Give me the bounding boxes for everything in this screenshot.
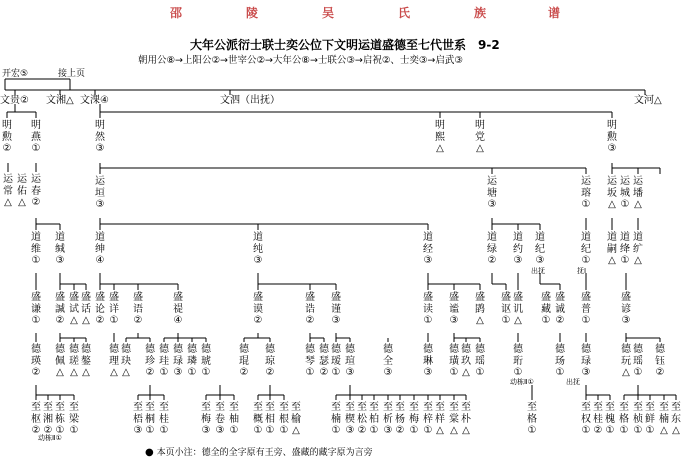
person-node: 至 槐 ①: [605, 402, 615, 437]
person-node: 盛 谦 ①: [31, 292, 41, 327]
person-node: 德 鏊 △: [81, 344, 91, 379]
person-node: 至 松 ②: [357, 402, 367, 437]
person-node: 盛 讥 △: [513, 292, 523, 327]
person-node: 德 琴 ①: [305, 344, 315, 379]
person-node: 德 琨 ②: [239, 344, 249, 379]
person-node: 至 格 ①: [527, 402, 537, 437]
person-node: 至 杨 ②: [395, 402, 405, 437]
person-node: 明 勲 ②: [2, 120, 12, 155]
person-node: 德 佩 △: [55, 344, 65, 379]
person-node: 德 琥 ①: [201, 344, 211, 379]
person-node: 德 珪 ①: [159, 344, 169, 379]
person-node: 德 瑶 ①: [475, 344, 485, 379]
person-node: 盛 谧 ③: [449, 292, 459, 327]
person-node: 道 纯 ③: [253, 232, 263, 267]
person-node: 运 春 ②: [31, 174, 41, 209]
person-node: 至 朴 △: [461, 402, 471, 437]
person-node: 盛 语 ②: [133, 292, 143, 327]
person-node: 至 样 △: [435, 402, 445, 437]
page-note: [145, 445, 373, 458]
person-node: 至 榆 △: [291, 402, 301, 437]
person-node: 道 绛 ①: [620, 232, 630, 267]
header-char: 吴: [322, 6, 335, 20]
person-node: 至 析 ③: [383, 402, 393, 437]
prev-page-label: 接上页: [58, 69, 86, 79]
person-node: 德 玚 ①: [555, 344, 565, 379]
page-title: 大年公派衍士联士奕公位下文明运道盛德至七代世系 9-2: [190, 38, 500, 52]
person-node: 运 常 △: [3, 174, 13, 209]
person-node: 至 格 ①: [619, 402, 629, 437]
person-node: 盛 谨 ③: [331, 292, 341, 327]
person-node: 德 瑄 ③: [345, 344, 355, 379]
person-node: 运 城 ①: [620, 176, 630, 211]
person-node: 至 鲜 ①: [645, 402, 655, 437]
person-node: 德 玩 △: [621, 344, 631, 379]
person-node: 德 全 ③: [383, 344, 393, 379]
person-node: 盛 话 △: [81, 292, 91, 327]
person-node: 盛 普 ①: [581, 292, 591, 327]
person-node: 至 梁 ①: [69, 402, 79, 437]
person-node: 德 珍 ②: [145, 344, 155, 379]
person-node: 盛 详 ①: [109, 292, 119, 327]
header-char: 谱: [548, 6, 561, 20]
person-node: 至 棠 △: [449, 402, 459, 437]
person-node: 道 约 ③: [513, 232, 523, 267]
person-node: 文淉④: [80, 95, 109, 106]
person-node: 德 钰 ②: [655, 344, 665, 379]
person-node: 至 相 ①: [265, 402, 275, 437]
person-node: 至 柏 ①: [369, 402, 379, 437]
person-node: 运 塘 ③: [487, 176, 497, 211]
person-node: 至 桢 ①: [633, 402, 643, 437]
person-node: 至 根 ①: [279, 402, 289, 437]
bullet-icon: ●: [145, 447, 154, 458]
person-node: 至 梅 ③: [201, 402, 211, 437]
person-node: 至 楠 △: [659, 402, 669, 437]
person-node: 文贵②: [0, 95, 29, 106]
person-node: 盛 諴 ②: [55, 292, 65, 327]
annotation: 出抚: [531, 267, 545, 275]
page-note-text: 本页小注：德全的全字原有王旁、盛藏的藏字原为言旁: [156, 448, 373, 458]
person-node: 德 瑛 ②: [31, 344, 41, 379]
person-node: 盛 鹍 △: [475, 292, 485, 327]
person-node: 至 桂 ②: [593, 402, 603, 437]
person-node: 盛 诚 ②: [555, 292, 565, 327]
person-node: 至 卷 ③: [215, 402, 225, 437]
person-node: 道 纪 ③: [535, 232, 545, 267]
person-node: 盛 读 ①: [423, 292, 433, 327]
annotation: 出抚: [566, 378, 580, 386]
person-node: 文河△: [634, 95, 662, 106]
person-node: 至 桂 ①: [159, 402, 169, 437]
person-node: 至 梧 ③: [133, 402, 143, 437]
person-node: 盛 讴 ①: [501, 292, 511, 327]
person-node: 道 纪 ①: [581, 232, 591, 267]
person-node: 至 楔 ③: [345, 402, 355, 437]
person-node: 盛 谟 ②: [253, 292, 263, 327]
person-node: 道 经 ③: [423, 232, 433, 267]
person-node: 至 栋 ①: [55, 402, 65, 437]
person-node: 道 绿 ②: [487, 232, 497, 267]
person-node: 德 琭 ③: [581, 344, 591, 379]
person-node: 德 理 △: [109, 344, 119, 379]
person-node: 至 概 ①: [253, 402, 263, 437]
person-node: 明 燕 ①: [31, 120, 41, 155]
person-node: 德 玖 △: [461, 344, 471, 379]
person-node: 至 柚 ①: [229, 402, 239, 437]
person-node: 德 琼 ②: [265, 344, 275, 379]
person-node: 至 楠 ①: [331, 402, 341, 437]
person-node: 盛 禔 ④: [173, 292, 183, 327]
person-node: 运 坂 △: [607, 176, 617, 211]
person-node: 至 湘 ②: [43, 402, 53, 437]
person-node: 德 瑳 △: [69, 344, 79, 379]
person-node: 道 绅 ④: [95, 232, 105, 267]
person-node: 文湘△: [46, 95, 74, 106]
person-node: 运 垣 ③: [95, 176, 105, 211]
person-node: 德 琳 ③: [423, 344, 433, 379]
annotation: 抚Ⅰ: [577, 267, 587, 275]
person-node: 运 佑 △: [17, 174, 27, 209]
person-node: 道 嗣 △: [607, 232, 617, 267]
person-node: 至 梓 ①: [423, 402, 433, 437]
header-char: 族: [474, 6, 487, 20]
person-node: 德 瑷 ①: [331, 344, 341, 379]
person-node: 运 墦 △: [633, 176, 643, 211]
header-char: 氏: [398, 6, 411, 20]
person-node: 道 缄 ③: [55, 232, 65, 267]
person-node: 至 桐 ①: [145, 402, 155, 437]
header-char: 邵: [170, 6, 183, 20]
origin-label: 开宏⑤: [2, 69, 29, 79]
person-node: 盛 诰 ②: [305, 292, 315, 327]
person-node: 明 勲 ③: [607, 120, 617, 155]
annotation: 动栋Ⅱ①: [38, 434, 62, 442]
person-node: 德 琭 ③: [173, 344, 183, 379]
person-node: 明 熙 △: [435, 120, 445, 155]
person-node: 明 党 △: [475, 120, 485, 155]
person-node: 至 东 △: [671, 402, 681, 437]
person-node: 文泗（出抚）: [220, 95, 280, 106]
person-node: 德 璜 ①: [449, 344, 459, 379]
person-node: 道 纩 △: [633, 232, 643, 267]
person-node: 盛 藏 ①: [541, 292, 551, 327]
person-node: 运 瑢 ①: [581, 176, 591, 211]
person-node: 至 枢 ②: [31, 402, 41, 437]
person-node: 德 玦 △: [121, 344, 131, 379]
person-node: 明 然 ③: [95, 120, 105, 155]
person-node: 盛 谚 ③: [621, 292, 631, 327]
person-node: 德 瑟 ②: [319, 344, 329, 379]
person-node: 道 维 ①: [31, 232, 41, 267]
person-node: 德 瑶 ①: [633, 344, 643, 379]
person-node: 至 权 ①: [581, 402, 591, 437]
lineage-chain: 朝用公⑧→上阳公②→世宰公②→大年公⑧→士联公③→启祝②、士奕③→启武③: [138, 55, 463, 66]
person-node: 盛 试 △: [69, 292, 79, 327]
person-node: 至 梅 ①: [409, 402, 419, 437]
header-char: 陵: [246, 6, 259, 20]
person-node: 盛 论 ②: [95, 292, 105, 327]
annotation: 动栋Ⅱ①: [510, 378, 534, 386]
person-node: 德 珩 ①: [513, 344, 523, 379]
person-node: 德 璘 ①: [187, 344, 197, 379]
